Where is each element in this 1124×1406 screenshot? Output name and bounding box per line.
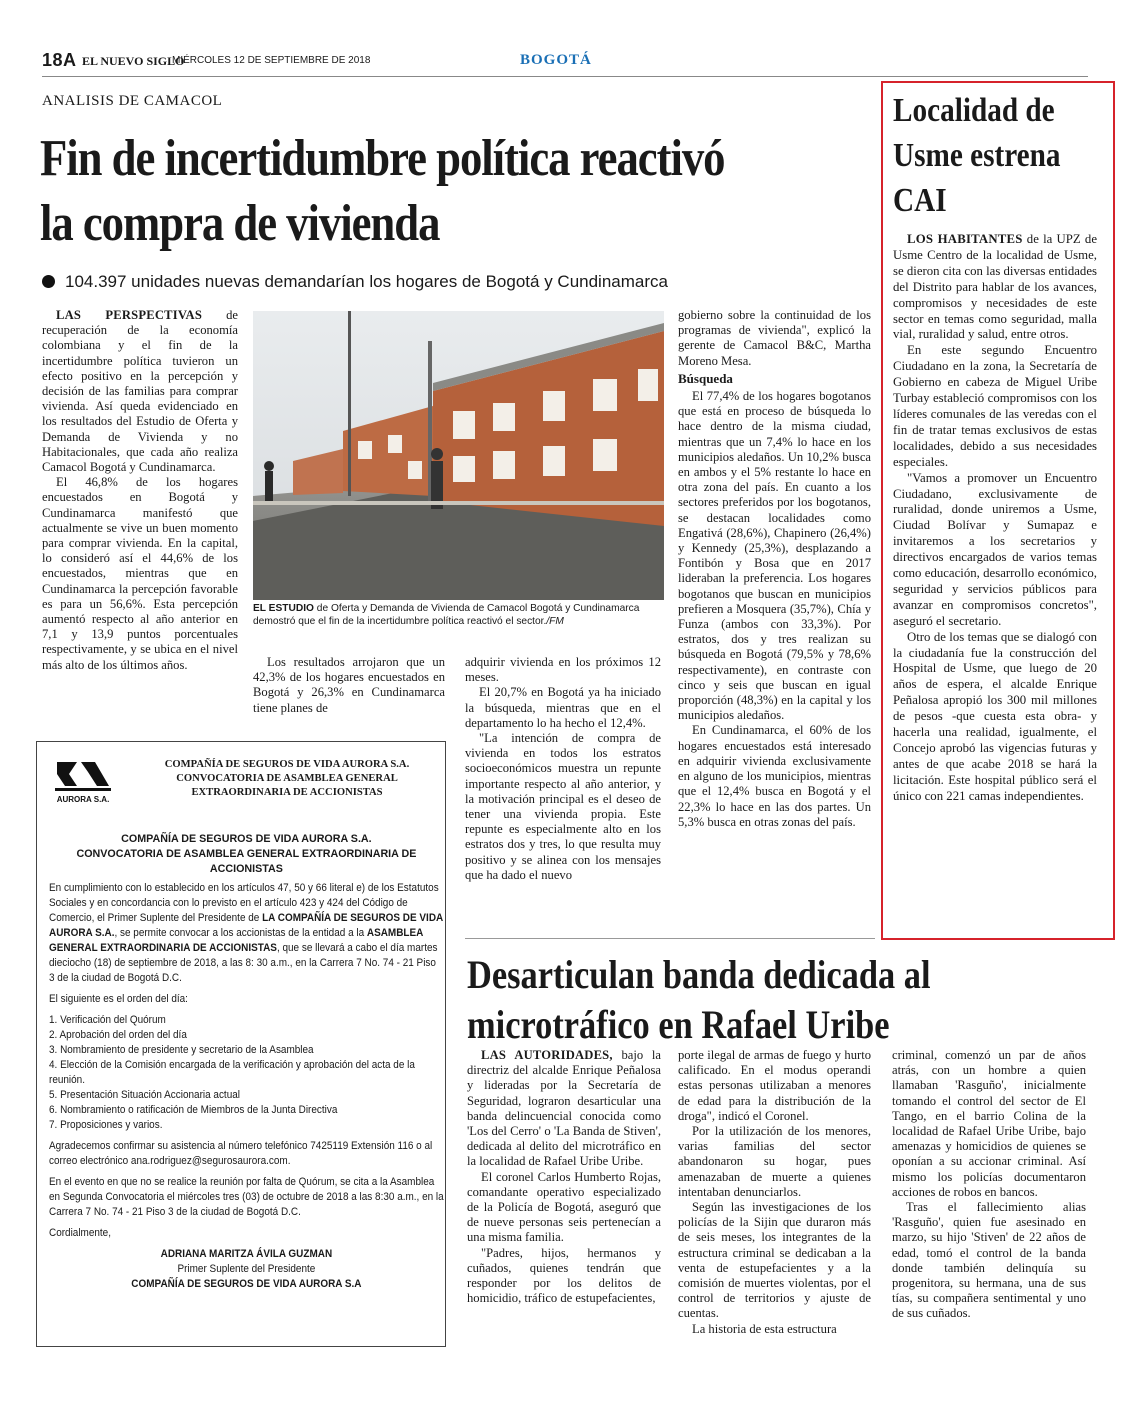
svg-text:AURORA S.A.: AURORA S.A. xyxy=(56,795,110,804)
article-paragraph: criminal, comenzó un par de años atrás, con un hombre a quien llamaban 'Rasguño', inicialmente tomando el control del sector de El Tango, en el barrio Colina de la localidad de Rafael Uribe Uribe, bajo amenazas y homicidios de quienes se oponían a su accionar criminal. Así mismo los policías documentaron acciones de robos en bancos. xyxy=(892,1048,1086,1199)
ad-agenda-list xyxy=(49,1013,444,1133)
sidebar-paragraph: Otro de los temas que se dialogó con la ciudadanía fue la construcción del Hospital de Usme, que luego de 20 años de espera, el alcalde Enrique Peñalosa apropió los 300 mil millones de pesos -que cuesta esta obra- y hacerla una realidad, igualmente, el Concejo aprobó las vigencias futuras y antes de que acabe 2018 se hará la licitación. Este hospital público será el único con 221 camas independientes. xyxy=(893,629,1097,803)
agenda-item: 7. Proposiciones y varios. xyxy=(49,1119,163,1131)
second-article-lead: LAS AUTORIDADES, xyxy=(481,1048,613,1062)
ad-signer-company: COMPAÑÍA DE SEGUROS DE VIDA AURORA S.A xyxy=(131,1278,362,1290)
second-article-column-3 xyxy=(892,1048,1086,1322)
article-paragraph: El coronel Carlos Humberto Rojas, comandante operativo especializado de la Policía de Bogotá, aseguró que de nueve personas seis pertenecían a una misma familia. xyxy=(467,1169,661,1245)
article-photo xyxy=(253,311,664,600)
ad-paragraph: Agradecemos confirmar su asistencia al número telefónico 7425119 Extensión 116 o al correo electrónico ana.rodriguez@segurosaurora.com. xyxy=(49,1140,433,1167)
housing-photo-image xyxy=(253,311,664,600)
sidebar-headline: Localidad de Usme estrena CAI xyxy=(893,92,1061,219)
second-article-column-2 xyxy=(678,1048,871,1337)
article-column-3 xyxy=(465,655,661,883)
article-paragraph: El 20,7% en Bogotá ya ha iniciado la búsqueda, mientras que en el departamento lo ha hecho el 12,4%. xyxy=(465,685,661,730)
ad-header: COMPAÑÍA DE SEGUROS DE VIDA AURORA S.A. CONVOCATORIA DE ASAMBLEA GENERAL EXTRAORDINARIA DE ACCIONISTAS xyxy=(164,759,410,798)
publication-name: EL NUEVO SIGLO xyxy=(82,54,185,68)
article-kicker: ANALISIS DE CAMACOL xyxy=(42,93,223,109)
publication-date: MIÉRCOLES 12 DE SEPTIEMBRE DE 2018 xyxy=(172,55,371,66)
article-paragraph: bajo la directriz del alcalde Enrique Peñalosa y lideradas por la Secretaría de Seguridad, lograron desarticular una banda delincuencial conocida como 'Los del Cerro' o 'La Banda de Stiven', dedicada al delito del microtráfico en la localidad de Rafael Uribe Uribe. xyxy=(467,1048,661,1169)
ad-title: COMPAÑÍA DE SEGUROS DE VIDA AURORA S.A. CONVOCATORIA DE ASAMBLEA GENERAL EXTRAORDINARIA DE ACCIONISTAS xyxy=(76,833,417,875)
article-column-1 xyxy=(42,308,238,673)
article-column-2 xyxy=(253,655,445,716)
caption-lead: EL ESTUDIO xyxy=(253,603,314,614)
article-subsection-heading: Búsqueda xyxy=(678,370,733,386)
article-subhead xyxy=(42,272,668,292)
bullet-icon xyxy=(42,275,55,288)
article-paragraph: Por la utilización de los menores, varias familias del sector abandonaron su hogar, pues amenazaban de muerte a quienes intentaban denunciarlos. xyxy=(678,1124,871,1199)
article-paragraph: El 46,8% de los hogares encuestados en Bogotá y Cundinamarca manifestó que actualmente se vive un buen momento para comprar vivienda. En la capital, lo consideró así el 44,6% de los encuestados, mientras que en Cundinamarca la percepción favorable es para un 56,6%. Esta percepción aumentó respecto al año anterior en 7,1 y 13,9 puntos porcentuales respectivamente, y se ubica en el nivel más alto de los últimos años. xyxy=(42,475,238,672)
legal-notice-ad xyxy=(36,741,446,1347)
agenda-item: 1. Verificación del Quórum xyxy=(49,1014,166,1026)
caption-credit: /FM xyxy=(546,616,564,627)
article-paragraph: gobierno sobre la continuidad de los programas de vivienda", explicó la gerente de Camacol B&C, Martha Moreno Mesa. xyxy=(678,308,871,368)
sidebar-body xyxy=(893,232,1097,805)
agenda-item: 2. Aprobación del orden del día xyxy=(49,1029,187,1041)
article-column-4 xyxy=(678,308,871,830)
article-headline: Fin de incertidumbre política reactivó la compra de vivienda xyxy=(40,130,725,252)
article-paragraph: En Cundinamarca, el 60% de los hogares encuestados está interesado en adquirir vivienda exclusivamente en alguno de los municipios, mientras que el 12,4% busca en Bogotá y el 22,3% lo hace en las dos partes. Un 5,3% busca en otras zonas del país. xyxy=(678,723,871,829)
article-paragraph: porte ilegal de armas de fuego y hurto calificado. En el modus operandi estas personas utilizaban a menores de edad para la distribución de la droga", indicó el Coronel. xyxy=(678,1048,871,1123)
ad-signer-role: Primer Suplente del Presidente xyxy=(177,1263,316,1275)
article-paragraph: adquirir vivienda en los próximos 12 meses. xyxy=(465,655,661,685)
agenda-item: 5. Presentación Situación Accionaria actual xyxy=(49,1089,240,1101)
ad-agenda-intro: El siguiente es el orden del día: xyxy=(49,993,188,1005)
article-paragraph: Según las investigaciones de los policías de la Sijin que duraron más de seis meses, los integrantes de la estructura criminal se dedicaban a la venta de estupefacientes y a la comisión de muertes violentas, por el control de territorios y ajuste de cuentas. xyxy=(678,1200,871,1321)
article-paragraph: "La intención de compra de vivienda en todos los estratos socioeconómicos muestra un repunte importante respecto al año anterior, y la motivación principal es el deseo de tener una vivienda propia. Este repunte es especialmente alto en los estratos dos y tres, lo que resulta muy positivo y se alinea con los mensajes que ha dado el nuevo xyxy=(465,731,661,882)
section-label: BOGOTÁ xyxy=(520,52,592,68)
sidebar-paragraph: "Vamos a promover un Encuentro Ciudadano, exclusivamente de ruralidad, donde uniremos a Usme, Ciudad Bolívar y Sumapaz e invitaremos a los secretarios y directivos encargados de varios temas como educación, desarrollo económico, seguridad y servicios públicos para avanzar en compromisos concretos", aseguró el secretario. xyxy=(893,470,1097,628)
second-article-headline: Desarticulan banda dedicada al microtráfico en Rafael Uribe xyxy=(467,952,931,1047)
masthead xyxy=(42,50,1088,77)
article-paragraph: "Padres, hijos, hermanos y cuñados, quienes tendrán que responder por los delitos de homicidio, tráfico de estupefacientes, xyxy=(467,1245,661,1306)
ad-paragraph: En el evento en que no se realice la reunión por falta de Quórum, se cita a la Asamblea en Segunda Convocatoria el miércoles tres (03) de octubre de 2018 a las 8:30 a.m., en la Carrera 7 No. 74 - 21 Piso 3 de la ciudad de Bogotá D.C. xyxy=(49,1176,444,1218)
ad-paragraph: En cumplimiento con lo establecido en los artículos 47, 50 y 66 literal e) de los Estatutos Sociales y en concordancia con lo previsto en el artículo 423 y 424 del Código de Comercio, el Primer Suplente del Presidente de LA COMPAÑÍA DE SEGUROS DE VIDA AURORA S.A., se permite convocar a los accionistas de la entidad a la ASAMBLEA GENERAL EXTRAORDINARIA DE ACCIONISTAS, que se llevará a cabo el día martes dieciocho (18) de septiembre de 2018, a las 8: 30 a.m., en la Carrera 7 No. 74 - 21 Piso 3 de la ciudad de Bogotá D.C. xyxy=(49,882,443,984)
agenda-item: 3. Nombramiento de presidente y secretario de la Asamblea xyxy=(49,1044,314,1056)
ad-closing: Cordialmente, xyxy=(49,1227,111,1239)
sidebar-paragraph: de la UPZ de Usme Centro de la localidad de Usme, se dieron cita con las diversas entidades del Distrito para hablar de los avances, compromisos y necesidades de este sector en temas como seguridad, malla vial, ruralidad y salud, entre otros. xyxy=(893,232,1097,342)
second-article-column-1 xyxy=(467,1048,661,1306)
article-paragraph: Los resultados arrojaron que un 42,3% de los hogares encuestados en Bogotá y 26,3% en Cundinamarca tiene planes de xyxy=(253,655,445,715)
article-lead: LAS PERSPECTIVAS xyxy=(56,308,203,322)
article-paragraph: de recuperación de la economía colombiana y el fin de la incertidumbre política tuvieron un efecto positivo en la percepción y decisión de las familias para comprar vivienda. Así queda evidenciado en los resultados del Estudio de Oferta y Demanda de Vivienda y no Habitacionales, que cada año realiza Camacol Bogotá y Cundinamarca. xyxy=(42,308,238,475)
sidebar-lead: LOS HABITANTES xyxy=(907,232,1023,246)
article-subhead-text: 104.397 unidades nuevas demandarían los hogares de Bogotá y Cundinamarca xyxy=(65,272,668,291)
article-paragraph: Tras el fallecimiento alias 'Rasguño', quien fue asesinado en marzo, su hijo 'Stiven' de 22 años de edad, tomó el control de la banda donde también delinquía su progenitora, su hermana, una de sus tías, su compañera sentimental y uno de sus cuñados. xyxy=(892,1200,1086,1321)
photo-caption xyxy=(253,602,664,628)
caption-text: de Oferta y Demanda de Vivienda de Camacol Bogotá y Cundinamarca demostró que el fin de la incertidumbre política reactivó el sector. xyxy=(253,603,640,627)
article-paragraph: El 77,4% de los hogares bogotanos que está en proceso de búsqueda lo hace dentro de la misma ciudad, mientras que un 7,4% lo hace en los municipios aledaños. Un 10,2% busca en ambos y el 5% restante lo hace en otra zona del país. En cuanto a los sectores preferidos por los bogotanos, se destacan localidades como Engativá (28,6%), Chapinero (26,4%) y Kennedy (25,3%), desplazando a Fontibón y Bosa que en 2017 lideraban la preferencia. Los hogares bogotanos que buscan en municipios prefieren a Mosquera (35,7%), Chía y Funza (ambos con 33,3%). Por estratos, dos y tres realizan su búsqueda en Bogotá (79,5% y 78,6% respectivamente), en contraste con cinco y seis que buscan en igual proporción (48,3%) en la capital y los municipios aledaños. xyxy=(678,389,871,723)
sidebar-paragraph: En este segundo Encuentro Ciudadano en la zona, la Secretaría de Gobierno en cabeza de Miguel Uribe Turbay estableció compromisos con los líderes comunales de las veredas con el fin de tratar temas exclusivos de estas localidades, debido a sus necesidades especiales. xyxy=(893,343,1097,469)
agenda-item: 4. Elección de la Comisión encargada de la verificación y aprobación del acta de la reunión. xyxy=(49,1059,415,1086)
ad-signer: ADRIANA MARITZA ÁVILA GUZMAN xyxy=(160,1248,333,1260)
agenda-item: 6. Nombramiento o ratificación de Miembros de la Junta Directiva xyxy=(49,1104,338,1116)
section-divider xyxy=(465,938,875,939)
page-number: 18A xyxy=(42,50,77,70)
article-paragraph: La historia de esta estructura xyxy=(692,1321,837,1336)
